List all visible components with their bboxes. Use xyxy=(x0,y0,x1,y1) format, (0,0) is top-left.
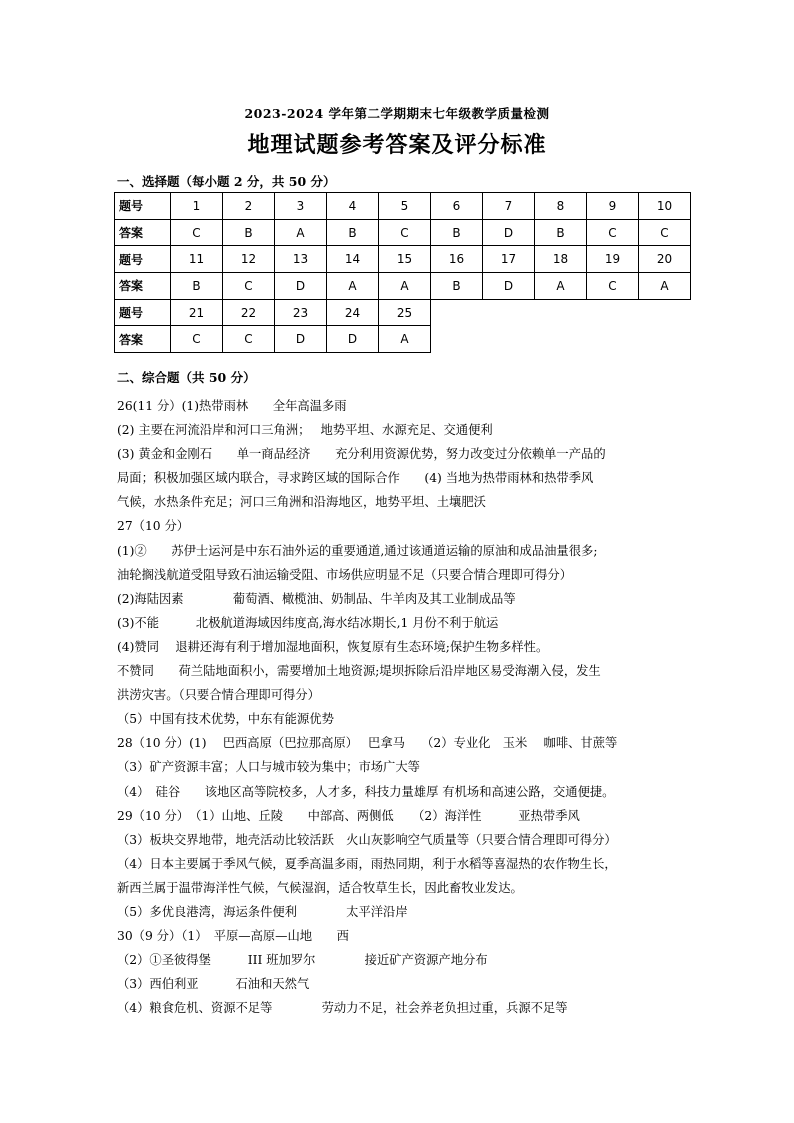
answer-cell: B xyxy=(431,273,483,300)
section-synthesis-title: 二、综合题（共 50 分） xyxy=(117,370,256,385)
answer-cell: C xyxy=(223,273,275,300)
answer-line: (3) 黄金和金刚石 单一商品经济 充分利用资源优势，努力改变过分依赖单一产品的 xyxy=(117,447,606,462)
question-number-cell: 7 xyxy=(483,193,535,220)
answer-cell: A xyxy=(379,326,431,353)
answer-cell: B xyxy=(535,219,587,246)
answer-line: 洪涝灾害。（只要合情合理即可得分） xyxy=(117,688,320,703)
answer-line: 30（9 分）（1） 平原—高原—山地 西 xyxy=(117,929,349,944)
question-number-cell: 9 xyxy=(587,193,639,220)
answer-line: 局面；积极加强区域内联合，寻求跨区域的国际合作 (4) 当地为热带雨林和热带季风 xyxy=(117,471,594,486)
row-label-answer: 答案 xyxy=(115,326,171,353)
question-number-cell: 15 xyxy=(379,246,431,273)
answer-cell: D xyxy=(275,326,327,353)
question-number-cell: 20 xyxy=(639,246,691,273)
answer-cell: D xyxy=(483,273,535,300)
question-number-cell: 2 xyxy=(223,193,275,220)
answer-line: 新西兰属于温带海洋性气候，气候湿润，适合牧草生长，因此畜牧业发达。 xyxy=(117,880,523,895)
answer-line: （3）矿产资源丰富；人口与城市较为集中；市场广大等 xyxy=(117,760,420,775)
answer-line: (4)赞同 退耕还海有利于增加湿地面积，恢复原有生态环境;保护生物多样性。 xyxy=(117,639,549,654)
question-number-cell: 14 xyxy=(327,246,379,273)
answer-cell: A xyxy=(275,219,327,246)
answer-cell: C xyxy=(171,219,223,246)
answer-line: (1)② 苏伊士运河是中东石油外运的重要通道,通过该通道运输的原油和成品油量很多; xyxy=(117,543,598,558)
question-number-cell: 1 xyxy=(171,193,223,220)
question-number-cell: 4 xyxy=(327,193,379,220)
answer-line: （4）粮食危机、资源不足等 劳动力不足，社会养老负担过重，兵源不足等 xyxy=(117,1001,568,1016)
answer-line: （3）西伯利亚 石油和天然气 xyxy=(117,977,310,992)
answer-cell: A xyxy=(327,273,379,300)
answer-cell: D xyxy=(275,273,327,300)
answer-table xyxy=(114,192,691,353)
question-number-cell: 8 xyxy=(535,193,587,220)
answer-line: 28（10 分）(1) 巴西高原（巴拉那高原） 巴拿马 （2）专业化 玉米 咖啡、甘蔗等 xyxy=(117,736,618,751)
answer-line: （5）多优良港湾，海运条件便利 太平洋沿岸 xyxy=(117,904,408,919)
answer-cell: C xyxy=(171,326,223,353)
question-number-cell: 18 xyxy=(535,246,587,273)
answer-cell: D xyxy=(483,219,535,246)
page-title: 地理试题参考答案及评分标准 xyxy=(247,132,547,158)
question-number-cell: 24 xyxy=(327,299,379,326)
answer-line: （3）板块交界地带，地壳活动比较活跃 火山灰影响空气质量等（只要合情合理即可得分） xyxy=(117,832,617,847)
answer-cell: C xyxy=(587,273,639,300)
answer-line: (3)不能 北极航道海域因纬度高,海水结冰期长,1 月份不利于航运 xyxy=(117,615,499,630)
answer-cell: A xyxy=(379,273,431,300)
table-row-question-numbers xyxy=(115,193,691,220)
answer-cell: C xyxy=(587,219,639,246)
answer-line: (2) 主要在河流沿岸和河口三角洲； 地势平坦、水源充足、交通便利 xyxy=(117,423,493,438)
answer-line: （2）①圣彼得堡 III 班加罗尔 接近矿产资源产地分布 xyxy=(117,953,488,968)
table-row-answers xyxy=(115,326,691,353)
answer-line: 26(11 分）(1)热带雨林 全年高温多雨 xyxy=(117,399,347,413)
answer-cell: B xyxy=(327,219,379,246)
answer-cell: A xyxy=(639,273,691,300)
answer-cell: B xyxy=(171,273,223,300)
answer-line: （5）中国有技术优势，中东有能源优势 xyxy=(117,712,334,727)
row-label-number: 题号 xyxy=(115,246,171,273)
answer-line: 气候，水热条件充足；河口三角洲和沿海地区，地势平坦、土壤肥沃 xyxy=(117,495,486,510)
answer-cell: C xyxy=(639,219,691,246)
row-label-number: 题号 xyxy=(115,299,171,326)
question-number-cell: 11 xyxy=(171,246,223,273)
table-row-question-numbers xyxy=(115,246,691,273)
question-number-cell: 16 xyxy=(431,246,483,273)
table-row-answers xyxy=(115,219,691,246)
row-label-answer: 答案 xyxy=(115,273,171,300)
question-number-cell: 12 xyxy=(223,246,275,273)
answer-line: 不赞同 荷兰陆地面积小，需要增加土地资源;堤坝拆除后沿岸地区易受海潮入侵，发生 xyxy=(117,664,601,679)
question-number-cell: 19 xyxy=(587,246,639,273)
question-number-cell: 22 xyxy=(223,299,275,326)
row-label-number: 题号 xyxy=(115,193,171,220)
answer-line: 29（10 分） （1）山地、丘陵 中部高、两侧低 （2）海洋性 亚热带季风 xyxy=(117,808,580,823)
question-number-cell: 6 xyxy=(431,193,483,220)
answer-line: (2)海陆因素 葡萄酒、橄榄油、奶制品、牛羊肉及其工业制成品等 xyxy=(117,591,516,606)
answer-cell: C xyxy=(223,326,275,353)
answer-cell: C xyxy=(379,219,431,246)
question-number-cell: 13 xyxy=(275,246,327,273)
question-number-cell: 5 xyxy=(379,193,431,220)
answer-line: （4） 硅谷 该地区高等院校多，人才多，科技力量雄厚 有机场和高速公路，交通便捷。 xyxy=(117,784,615,799)
answer-line: 27（10 分） xyxy=(117,519,190,534)
table-row-answers xyxy=(115,273,691,300)
answer-line: 油轮搁浅航道受阻导致石油运输受阻、市场供应明显不足（只要合情合理即可得分） xyxy=(117,567,572,582)
question-number-cell: 10 xyxy=(639,193,691,220)
answer-cell: B xyxy=(431,219,483,246)
synthesis-answers xyxy=(117,394,687,1020)
question-number-cell: 21 xyxy=(171,299,223,326)
section-choice-title: 一、选择题（每小题 2 分，共 50 分） xyxy=(117,174,336,189)
question-number-cell: 17 xyxy=(483,246,535,273)
question-number-cell: 3 xyxy=(275,193,327,220)
answer-cell: B xyxy=(223,219,275,246)
exam-subtitle: 2023-2024 学年第二学期期末七年级教学质量检测 xyxy=(244,106,550,121)
answer-line: （4）日本主要属于季风气候，夏季高温多雨，雨热同期，利于水稻等喜湿热的农作物生长， xyxy=(117,856,617,871)
question-number-cell: 23 xyxy=(275,299,327,326)
row-label-answer: 答案 xyxy=(115,219,171,246)
question-number-cell: 25 xyxy=(379,299,431,326)
table-row-question-numbers xyxy=(115,299,691,326)
answer-cell: D xyxy=(327,326,379,353)
answer-cell: A xyxy=(535,273,587,300)
